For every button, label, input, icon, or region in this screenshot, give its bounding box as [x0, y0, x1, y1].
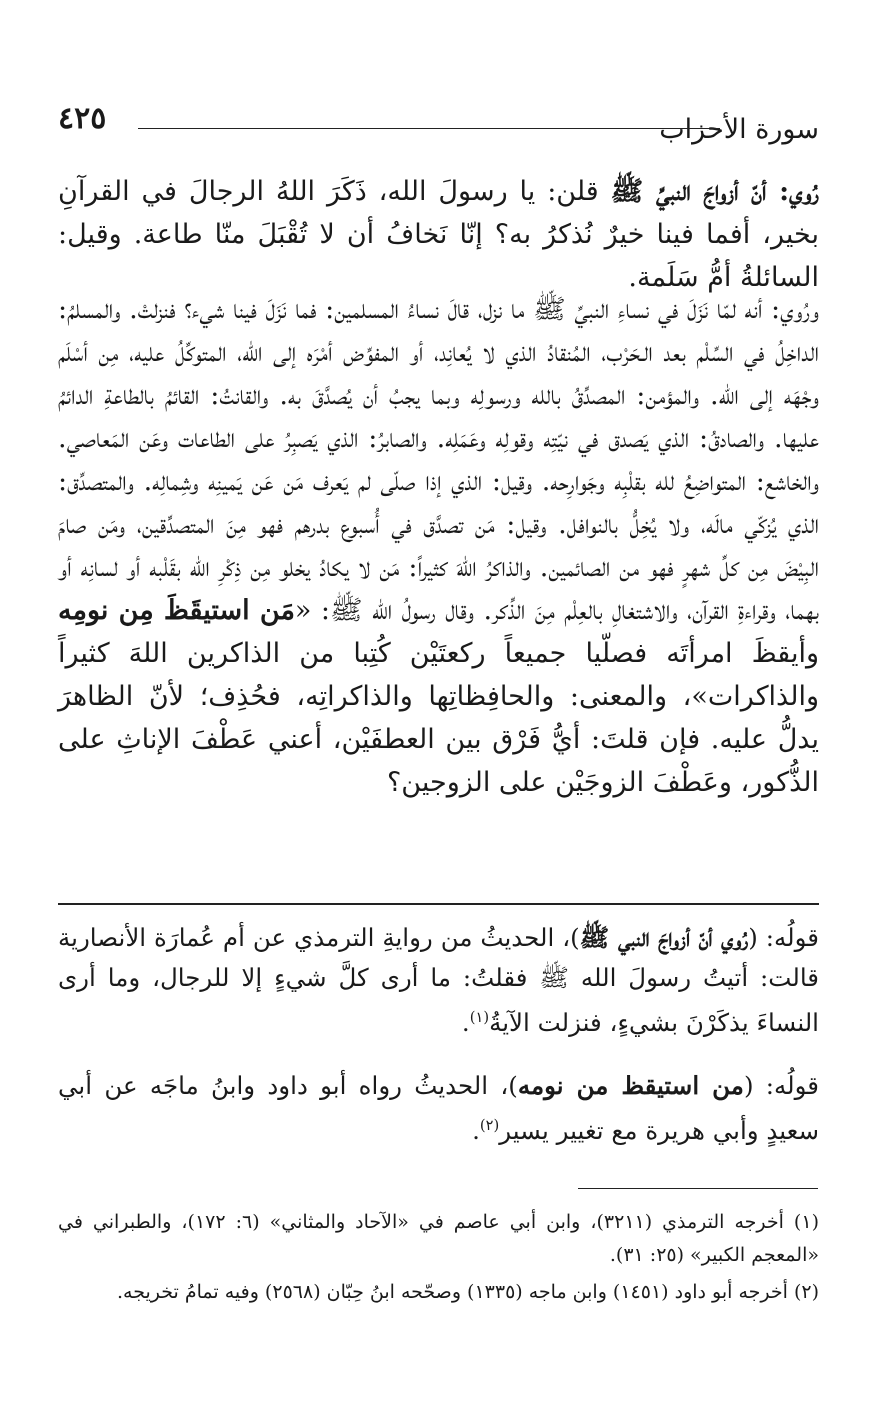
- text-segment: .: [472, 1116, 480, 1146]
- footnote-marker[interactable]: (١): [469, 1009, 490, 1026]
- footnote-1: (١) أخرجه الترمذي (٣٢١١)، وابن أبي عاصم في «الآحاد والمثاني» (٦: ١٧٢)، والطبراني في «المعجم الكبير» (٢٥: ٣١).: [58, 1211, 819, 1266]
- text-segment: قلن: يا رسولَ الله، ذَكَرَ اللهُ الرجالَ في القرآنِ بخير، أفما فينا خيرٌ نُذكرُ به؟ إنّا نَخافُ أن لا تُقْبَلَ منّا طاعة. وقيل: السائلةُ أمُّ سَلَمة.: [58, 176, 819, 293]
- text-segment: )، الحديثُ من روايةِ الترمذي عن أم عُمارَة الأنصارية قالت: أتيتُ رسولَ الله ﷺ فقلتُ: ما أرى كلَّ شيءٍ إلا للرجال، وما أرى النساءَ يذكَرْنَ بشيءٍ، فنزلت الآيةُ: [58, 923, 819, 1038]
- bold-text-segment: مَن استيقَظَ مِن نومِه: [58, 595, 295, 626]
- footnote-separator: [578, 1188, 818, 1189]
- surah-title: سورة الأحزاب: [659, 114, 819, 145]
- header-rule: [138, 128, 720, 129]
- text-segment: )، الحديثُ رواه أبو داود وابنُ ماجَه عن أبي سعيدٍ وأبي هريرة مع تغيير يسير: [58, 1071, 819, 1146]
- text-segment: ورُوي: أنه لمّا نَزَلَ في نساءِ النبيِّ ﷺ ما نزل، قالَ نساءُ المسلمين: فما نَزَلَ فينا شيء؟ فنزلتْ. والمسلمُ: الداخِلُ في السِّلْم بعد الـحَرْب، المُنقادُ الذي لا يُعانِد، أو المفوِّض أمْرَه إلى الله، المتوكِّلُ عليه، مِن أسْلَم وجْهَه إلى الله. والمؤمن: المصدِّقُ بالله ورسولِه وبما يجبُ أن يُصدَّقَ به. والقانتُ: القائمُ بالطاعةِ الدائمُ عليها. والصادقُ: الذي يَصدق في نيّتِه وقولِه وعَمَلِه. والصابرُ: الذي يَصبِرُ على الطاعات وعَن المَعاصي. والخاشع: المتواضِعُ لله بقلْبِه وجَوارِحه. وقيل: الذي إذا صلّى لم يَعرف مَن عَن يَمينِه وشِمالِه. والمتصدِّق: الذي يُزكّي مالَه، ولا يُخِلُّ بالنوافل. وقيل: مَن تصدَّق في أُسبوع بدرهم فهو مِنَ المتصدِّقين، ومَن صامَ البِيْضَ مِن كلِّ شهرٍ فهو من الصائمين. والذاكرُ اللهَ كثيراً: مَن لا يكادُ يخلو مِن ذِكْرِ الله بقَلْبه أو لسانِه أو بهما، وقراءةِ القرآن، والاشتغالِ بالعِلْم مِنَ الذِّكر. وقال رسولُ الله ﷺ: «: [58, 294, 819, 626]
- text-segment: وأيقظَ امرأتَه فصلّيا جميعاً ركعتَيْن كُتِبا من الذاكرين اللهَ كثيراً والذاكرات»، والمعنى: والحافِظاتِها والذاكراتِه، فحُذِف؛ لأنّ الظاهرَ يدلُّ عليه. فإن قلتَ: أيُّ فَرْق بين العطفَيْن، أعني عَطْفَ الإناثِ على الذُّكور، وعَطْفَ الزوجَيْن على الزوجين؟: [58, 638, 819, 798]
- footnote-2: (٢) أخرجه أبو داود (١٤٥١) وابن ماجه (١٣٣٥) وصحّحه ابنُ حِبّان (٢٥٦٨) وفيه تمامُ تخريجه.: [117, 1281, 819, 1303]
- page-number: ٤٢٥: [58, 101, 107, 136]
- text-segment: .: [461, 1008, 470, 1038]
- commentary-separator: [58, 903, 819, 905]
- bold-text-segment: رُوي: أنّ أزواجَ النبيِّ ﷺ: [610, 176, 819, 207]
- main-paragraph-1: [58, 170, 819, 299]
- bold-text-segment: رُوي أنّ أزواجَ النبي ﷺ: [579, 923, 749, 952]
- commentary-paragraph-1: [58, 918, 819, 1043]
- commentary-paragraph-2: [58, 1066, 819, 1151]
- text-segment: قولُه: (: [743, 1071, 819, 1100]
- bold-text-segment: من استيقظ من نومه: [517, 1071, 744, 1100]
- text-segment: قولُه: (: [748, 923, 819, 952]
- main-paragraph-2: [58, 288, 819, 804]
- footnote-marker[interactable]: (٢): [479, 1117, 500, 1134]
